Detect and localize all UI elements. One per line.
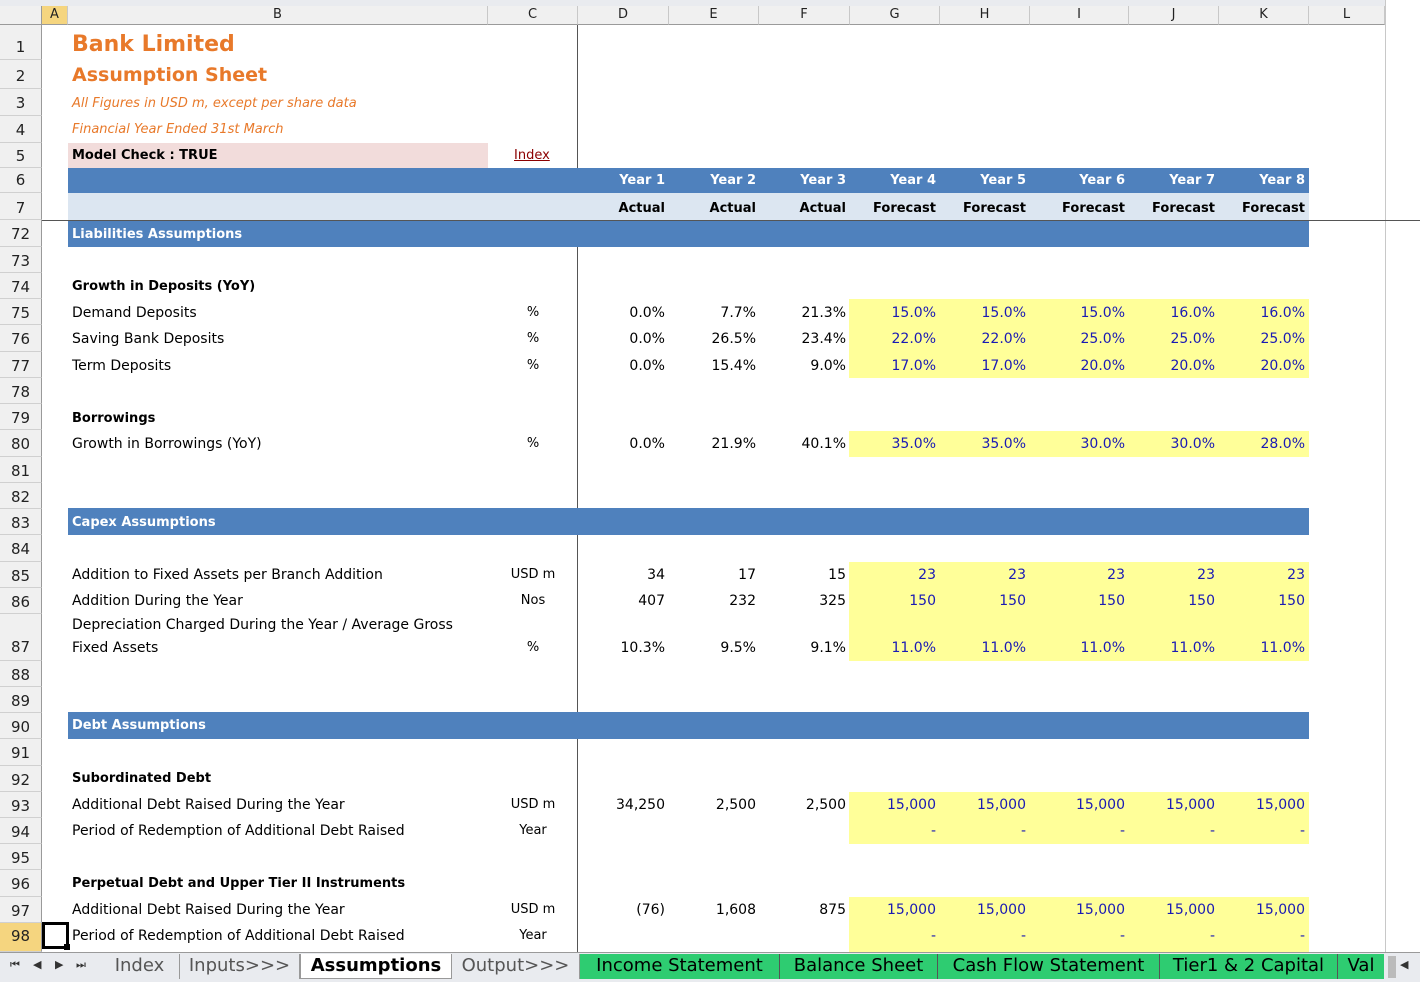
row-header[interactable]: 92 — [0, 766, 42, 792]
row-header[interactable]: 3 — [0, 89, 42, 116]
forecast-input-cell[interactable]: 150 — [999, 593, 1026, 609]
forecast-input-cell[interactable]: - — [1119, 823, 1125, 839]
forecast-input-cell[interactable]: 20.0% — [1170, 358, 1215, 374]
forecast-input-cell[interactable]: - — [1299, 823, 1305, 839]
row-header[interactable]: 1 — [0, 25, 42, 60]
actual-value-cell[interactable]: 232 — [729, 593, 756, 609]
forecast-input-cell[interactable]: 15.0% — [981, 305, 1026, 321]
row-header[interactable]: 81 — [0, 457, 42, 483]
row-label[interactable]: Depreciation Charged During the Year / Average Gross — [72, 617, 453, 633]
actual-value-cell[interactable]: 875 — [819, 902, 846, 918]
subhead-borrowings: Borrowings — [72, 411, 156, 426]
fill-handle[interactable] — [64, 944, 70, 950]
forecast-input-cell[interactable]: - — [1119, 928, 1125, 944]
forecast-input-cell[interactable]: 150 — [1188, 593, 1215, 609]
row-label[interactable]: Term Deposits — [72, 358, 172, 374]
forecast-input-cell[interactable]: 15,000 — [1256, 902, 1305, 918]
forecast-input-cell[interactable]: 30.0% — [1080, 436, 1125, 452]
row-header[interactable]: 78 — [0, 378, 42, 404]
actual-value-cell[interactable]: 10.3% — [620, 640, 665, 656]
row-header[interactable]: 5 — [0, 143, 42, 168]
unit-cell[interactable]: Year — [519, 823, 547, 838]
forecast-input-cell[interactable]: 20.0% — [1080, 358, 1125, 374]
col-header-e[interactable]: E — [669, 6, 759, 25]
col-header-f[interactable]: F — [759, 6, 850, 25]
forecast-input-cell[interactable]: - — [1020, 823, 1026, 839]
forecast-input-cell[interactable]: 25.0% — [1260, 331, 1305, 347]
actual-value-cell[interactable]: 15 — [828, 567, 846, 583]
forecast-input-cell[interactable]: 11.0% — [1080, 640, 1125, 656]
tab-inputs[interactable]: Inputs>>> — [180, 954, 300, 979]
forecast-input-cell[interactable]: 15,000 — [1256, 797, 1305, 813]
model-check-label: Model Check : TRUE — [72, 148, 218, 163]
year-type-label: Forecast — [873, 201, 936, 216]
row-header[interactable]: 94 — [0, 818, 42, 844]
col-header-d[interactable]: D — [578, 6, 669, 25]
row-header[interactable]: 76 — [0, 325, 42, 352]
row-header[interactable]: 83 — [0, 509, 42, 535]
unit-cell[interactable]: % — [526, 305, 540, 320]
row-label-continued: Fixed Assets — [72, 640, 159, 656]
year-label: Year 7 — [1169, 173, 1215, 188]
subhead-subordinated-debt: Subordinated Debt — [72, 771, 212, 786]
forecast-input-cell[interactable]: 15.0% — [1080, 305, 1125, 321]
row-label[interactable]: Addition to Fixed Assets per Branch Addition — [72, 567, 383, 583]
actual-value-cell[interactable]: 0.0% — [629, 305, 665, 321]
row-header[interactable]: 85 — [0, 562, 42, 588]
forecast-input-cell[interactable]: 23 — [1008, 567, 1026, 583]
forecast-input-cell[interactable]: 16.0% — [1260, 305, 1305, 321]
year-label: Year 3 — [800, 173, 846, 188]
year-label: Year 1 — [619, 173, 665, 188]
actual-value-cell[interactable]: 2,500 — [715, 797, 756, 813]
row-header[interactable]: 79 — [0, 404, 42, 430]
forecast-input-cell[interactable]: 25.0% — [1170, 331, 1215, 347]
forecast-input-cell[interactable]: 35.0% — [981, 436, 1026, 452]
tab-split-handle[interactable] — [1388, 956, 1396, 978]
forecast-input-cell[interactable]: - — [1299, 928, 1305, 944]
actual-value-cell[interactable]: 21.9% — [711, 436, 756, 452]
forecast-input-cell[interactable]: - — [930, 928, 936, 944]
section-title-capex: Capex Assumptions — [72, 515, 216, 530]
section-title-debt: Debt Assumptions — [72, 718, 206, 733]
forecast-input-cell[interactable]: 22.0% — [981, 331, 1026, 347]
year-type-label: Forecast — [1152, 201, 1215, 216]
row-header[interactable]: 84 — [0, 535, 42, 562]
col-header-h[interactable]: H — [940, 6, 1030, 25]
forecast-input-cell[interactable]: 35.0% — [891, 436, 936, 452]
scroll-left-icon[interactable]: ◀ — [1400, 958, 1409, 971]
unit-cell[interactable]: % — [526, 436, 540, 451]
year-label: Year 6 — [1079, 173, 1125, 188]
forecast-input-cell[interactable]: 20.0% — [1260, 358, 1305, 374]
col-header-c[interactable]: C — [488, 6, 578, 25]
actual-value-cell[interactable]: 21.3% — [801, 305, 846, 321]
actual-value-cell[interactable]: 9.5% — [720, 640, 756, 656]
year-type-label: Actual — [709, 201, 756, 216]
actual-value-cell[interactable]: 2,500 — [805, 797, 846, 813]
col-header-i[interactable]: I — [1030, 6, 1129, 25]
row-label[interactable]: Additional Debt Raised During the Year — [72, 902, 345, 918]
row-header[interactable]: 98 — [0, 923, 42, 952]
actual-value-cell[interactable]: 26.5% — [711, 331, 756, 347]
actual-value-cell[interactable]: 407 — [638, 593, 665, 609]
section-band-capex — [68, 508, 1309, 535]
row-header[interactable]: 87 — [0, 614, 42, 661]
actual-value-cell[interactable]: 325 — [819, 593, 846, 609]
row-label[interactable]: Growth in Borrowings (YoY) — [72, 436, 262, 452]
unit-cell[interactable]: USD m — [510, 797, 556, 812]
actual-value-cell[interactable]: 1,608 — [715, 902, 756, 918]
col-header-l[interactable]: L — [1309, 6, 1385, 25]
actual-value-cell[interactable]: (76) — [636, 902, 665, 918]
row-header[interactable]: 95 — [0, 844, 42, 870]
forecast-input-cell[interactable]: 23 — [1197, 567, 1215, 583]
forecast-input-cell[interactable]: 23 — [1287, 567, 1305, 583]
year-type-label: Forecast — [1062, 201, 1125, 216]
row-header[interactable]: 6 — [0, 168, 42, 193]
forecast-input-cell[interactable]: 15,000 — [887, 797, 936, 813]
subhead-perpetual-debt: Perpetual Debt and Upper Tier II Instruments — [72, 876, 406, 891]
unit-cell[interactable]: Nos — [520, 593, 546, 608]
forecast-input-cell[interactable]: 25.0% — [1080, 331, 1125, 347]
unit-cell[interactable]: % — [526, 331, 540, 346]
row-label[interactable]: Period of Redemption of Additional Debt Raised — [72, 823, 405, 839]
forecast-input-cell[interactable]: 15,000 — [1166, 902, 1215, 918]
row-header[interactable]: 4 — [0, 116, 42, 143]
forecast-input-cell[interactable]: 22.0% — [891, 331, 936, 347]
unit-cell[interactable]: % — [526, 358, 540, 373]
first-sheet-icon[interactable]: ⏮ — [10, 958, 20, 971]
actual-value-cell[interactable]: 34,250 — [616, 797, 665, 813]
actual-value-cell[interactable]: 0.0% — [629, 436, 665, 452]
actual-value-cell[interactable]: 34 — [647, 567, 665, 583]
unit-cell[interactable]: USD m — [510, 567, 556, 582]
section-title-liabilities: Liabilities Assumptions — [72, 227, 243, 242]
row-header[interactable]: 73 — [0, 247, 42, 273]
row-header[interactable]: 88 — [0, 661, 42, 687]
forecast-input-cell[interactable]: 28.0% — [1260, 436, 1305, 452]
forecast-input-cell[interactable]: - — [1020, 928, 1026, 944]
actual-value-cell[interactable]: 40.1% — [801, 436, 846, 452]
row-header[interactable]: 74 — [0, 273, 42, 299]
tab-assumptions[interactable]: Assumptions — [300, 954, 452, 979]
forecast-input-cell[interactable]: 15,000 — [977, 902, 1026, 918]
row-label[interactable]: Period of Redemption of Additional Debt Raised — [72, 928, 405, 944]
forecast-input-cell[interactable]: 15,000 — [1166, 797, 1215, 813]
unit-cell[interactable]: Year — [519, 928, 547, 943]
year-type-label: Actual — [799, 201, 846, 216]
forecast-input-cell[interactable]: 17.0% — [981, 358, 1026, 374]
select-all-corner[interactable] — [0, 6, 42, 25]
next-sheet-icon[interactable]: ▶ — [55, 958, 64, 971]
row-header[interactable]: 72 — [0, 220, 42, 247]
fiscal-year-note: Financial Year Ended 31st March — [72, 122, 284, 137]
tab-cash-flow-statement[interactable]: Cash Flow Statement — [938, 954, 1160, 979]
sheet-subtitle: Assumption Sheet — [72, 64, 268, 86]
year-label: Year 5 — [980, 173, 1026, 188]
prev-sheet-icon[interactable]: ◀ — [33, 958, 42, 971]
row-label[interactable]: Saving Bank Deposits — [72, 331, 225, 347]
unit-cell[interactable]: USD m — [510, 902, 556, 917]
vertical-scrollbar[interactable] — [1385, 0, 1420, 952]
actual-value-cell[interactable]: 23.4% — [801, 331, 846, 347]
year-type-label: Forecast — [1242, 201, 1305, 216]
row-header[interactable]: 97 — [0, 897, 42, 923]
row-label[interactable]: Additional Debt Raised During the Year — [72, 797, 345, 813]
row-label[interactable]: Addition During the Year — [72, 593, 243, 609]
actual-value-cell[interactable]: 15.4% — [711, 358, 756, 374]
forecast-input-cell[interactable]: 150 — [1278, 593, 1305, 609]
row-header[interactable]: 82 — [0, 483, 42, 509]
year-label: Year 8 — [1259, 173, 1305, 188]
row-header[interactable]: 2 — [0, 60, 42, 89]
year-type-label: Actual — [618, 201, 665, 216]
forecast-input-cell[interactable]: 15,000 — [977, 797, 1026, 813]
forecast-input-cell[interactable]: - — [930, 823, 936, 839]
forecast-input-cell[interactable]: - — [1209, 823, 1215, 839]
row-header[interactable]: 80 — [0, 430, 42, 457]
col-header-g[interactable]: G — [850, 6, 940, 25]
row-header[interactable]: 86 — [0, 588, 42, 614]
units-note: All Figures in USD m, except per share data — [72, 96, 357, 111]
report-title: Bank Limited — [72, 32, 235, 57]
forecast-input-cell[interactable]: 11.0% — [981, 640, 1026, 656]
row-header[interactable]: 7 — [0, 193, 42, 220]
row-header[interactable]: 91 — [0, 739, 42, 766]
year-type-label: Forecast — [963, 201, 1026, 216]
section-band-liabilities — [68, 221, 1309, 247]
forecast-input-cell[interactable]: 11.0% — [1170, 640, 1215, 656]
tab-valuation[interactable]: Val — [1338, 954, 1384, 979]
forecast-input-cell[interactable]: 11.0% — [891, 640, 936, 656]
unit-cell[interactable]: % — [526, 640, 540, 655]
forecast-input-cell[interactable]: 30.0% — [1170, 436, 1215, 452]
row-header[interactable]: 75 — [0, 299, 42, 325]
tab-index[interactable]: Index — [100, 954, 180, 979]
actual-value-cell[interactable]: 0.0% — [629, 331, 665, 347]
forecast-input-cell[interactable]: 23 — [1107, 567, 1125, 583]
actual-value-cell[interactable]: 0.0% — [629, 358, 665, 374]
forecast-input-cell[interactable]: 16.0% — [1170, 305, 1215, 321]
col-header-b[interactable]: B — [68, 6, 488, 25]
actual-value-cell[interactable]: 9.0% — [810, 358, 846, 374]
actual-value-cell[interactable]: 7.7% — [720, 305, 756, 321]
tab-tier-capital[interactable]: Tier1 & 2 Capital — [1160, 954, 1338, 979]
row-header[interactable]: 77 — [0, 352, 42, 378]
col-header-j[interactable]: J — [1129, 6, 1219, 25]
actual-value-cell[interactable]: 9.1% — [810, 640, 846, 656]
section-band-debt — [68, 712, 1309, 739]
row-header[interactable]: 93 — [0, 792, 42, 818]
forecast-input-cell[interactable]: - — [1209, 928, 1215, 944]
col-header-k[interactable]: K — [1219, 6, 1309, 25]
forecast-input-cell[interactable]: 15,000 — [1076, 902, 1125, 918]
index-link[interactable]: Index — [514, 148, 550, 163]
forecast-input-cell[interactable]: 15,000 — [1076, 797, 1125, 813]
forecast-input-cell[interactable]: 11.0% — [1260, 640, 1305, 656]
forecast-input-cell[interactable]: 15,000 — [887, 902, 936, 918]
row-header[interactable]: 89 — [0, 687, 42, 713]
row-label[interactable]: Demand Deposits — [72, 305, 197, 321]
tab-income-statement[interactable]: Income Statement — [580, 954, 780, 979]
forecast-input-cell[interactable]: 15.0% — [891, 305, 936, 321]
year-label: Year 2 — [710, 173, 756, 188]
last-sheet-icon[interactable]: ⏭ — [76, 958, 86, 971]
tab-output[interactable]: Output>>> — [452, 954, 580, 979]
year-label: Year 4 — [890, 173, 936, 188]
forecast-input-cell[interactable]: 150 — [1098, 593, 1125, 609]
freeze-pane-horizontal-tail — [1385, 220, 1420, 221]
actual-value-cell[interactable]: 17 — [738, 567, 756, 583]
tab-balance-sheet[interactable]: Balance Sheet — [780, 954, 938, 979]
forecast-input-cell[interactable]: 23 — [918, 567, 936, 583]
subhead-deposits: Growth in Deposits (YoY) — [72, 279, 256, 294]
row-header[interactable]: 90 — [0, 713, 42, 739]
row-header[interactable]: 96 — [0, 870, 42, 897]
col-header-a[interactable]: A — [42, 6, 68, 25]
forecast-input-cell[interactable]: 150 — [909, 593, 936, 609]
forecast-input-cell[interactable]: 17.0% — [891, 358, 936, 374]
